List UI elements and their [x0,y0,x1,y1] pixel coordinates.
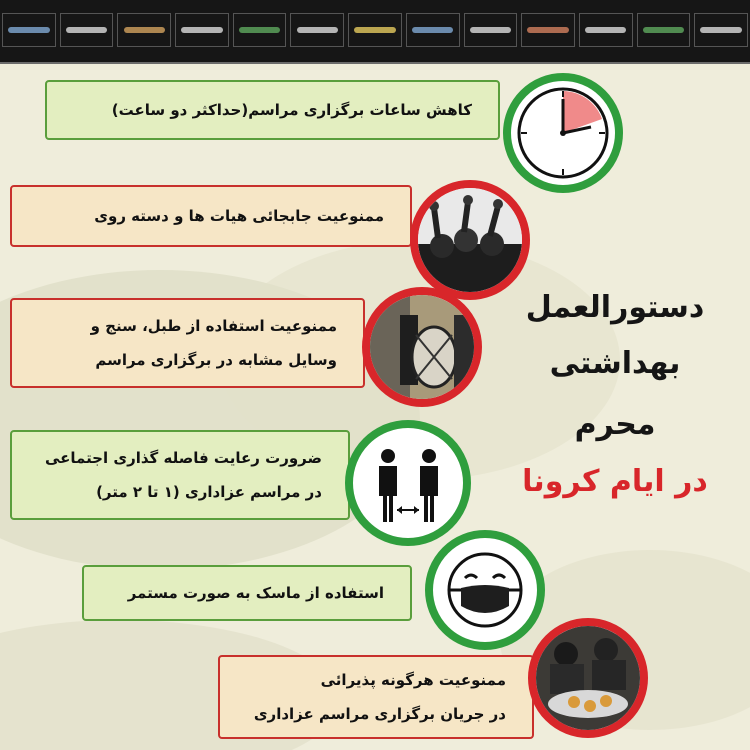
guideline-box-drum-ban [10,298,365,388]
guideline-text-line2: وسایل مشابه در برگزاری مراسم [95,351,337,369]
banner-tile [694,13,748,47]
banner-tile [117,13,171,47]
banner-tile [2,13,56,47]
procession-icon [410,180,530,300]
banner-tile [406,13,460,47]
banner-tile [290,13,344,47]
banner-calligraphy-strip [0,13,750,47]
drum-icon [362,287,482,407]
guideline-text-line1: ممنوعیت هرگونه پذیرائی [320,671,506,689]
banner-tile [579,13,633,47]
banner-tile [464,13,518,47]
guideline-text: ممنوعیت جابجائی هیات ها و دسته روی [94,207,384,225]
banner-tile [60,13,114,47]
banner-tile [348,13,402,47]
food-serving-icon [528,618,648,738]
banner-tile [233,13,287,47]
title-line2: بهداشتی [549,346,681,381]
banner-tile [637,13,691,47]
title-line4: در ایام کرونا [522,464,708,499]
guideline-text-line1: ممنوعیت استفاده از طبل، سنج و [90,317,337,335]
banner-tile [175,13,229,47]
mask-icon [425,530,545,650]
guideline-text-line2: در جریان برگزاری مراسم عزاداری [253,705,506,723]
clock-icon [503,73,623,193]
guideline-box-procession-ban [10,185,412,247]
guideline-text-line2: در مراسم عزاداری (۱ تا ۲ متر) [96,483,322,501]
guideline-box-catering-ban [218,655,534,739]
guideline-text: استفاده از ماسک به صورت مستمر [127,584,384,602]
guideline-text: کاهش ساعات برگزاری مراسم(حداکثر دو ساعت) [111,101,472,119]
social-distance-icon [345,420,471,546]
guideline-box-reduce-hours [45,80,500,140]
guideline-box-mask [82,565,412,621]
title-line3: محرم [574,407,656,442]
guideline-text-line1: ضرورت رعایت فاصله گذاری اجتماعی [44,449,322,467]
top-banner [0,0,750,64]
guideline-box-social-distance [10,430,350,520]
banner-tile [521,13,575,47]
title-line1: دستورالعمل [525,290,705,325]
